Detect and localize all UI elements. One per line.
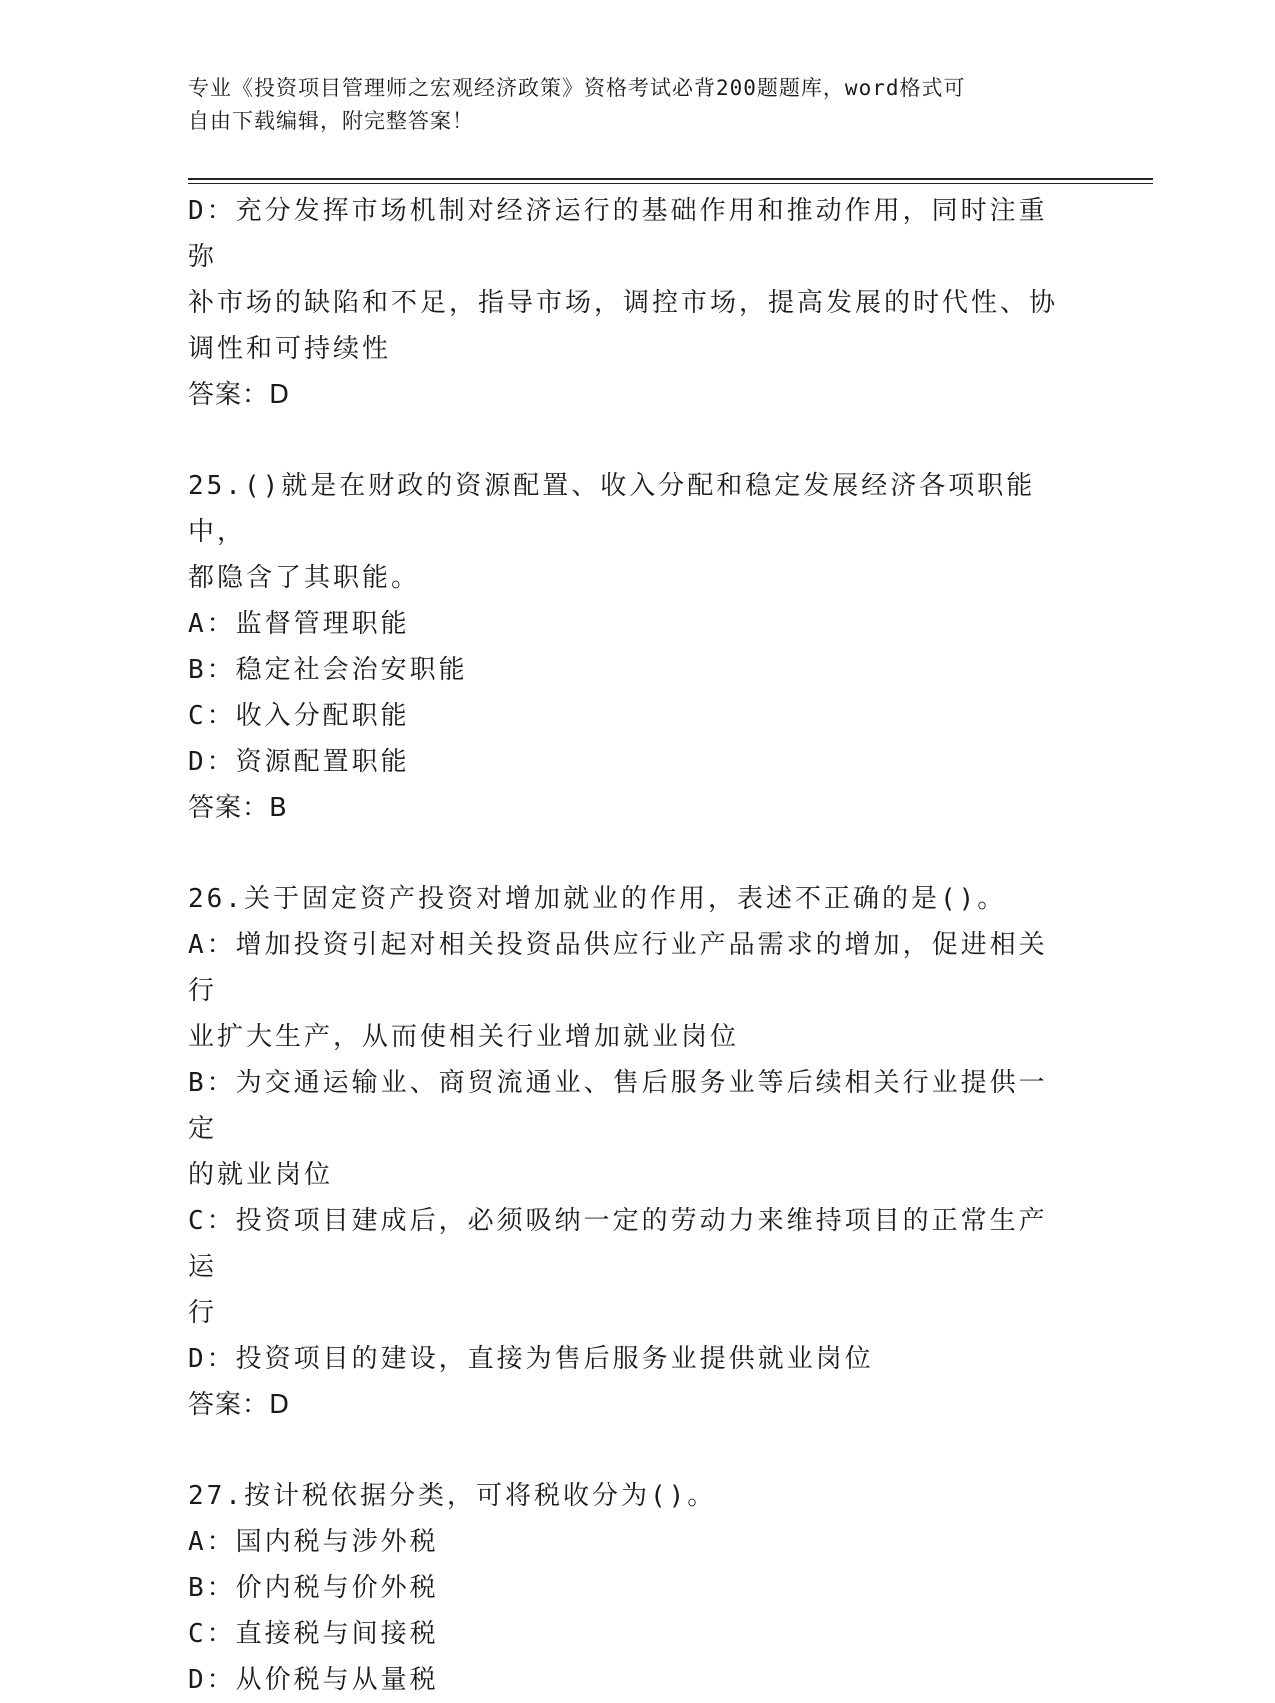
answer-label: 答案：D xyxy=(188,1390,291,1420)
option-b-line: B：为交通运输业、商贸流通业、售后服务业等后续相关行业提供一定 xyxy=(188,1068,1048,1144)
option-d: D：从价税与从量税 xyxy=(188,1665,439,1695)
question-content xyxy=(188,188,1068,1703)
header-line-1: 专业《投资项目管理师之宏观经济政策》资格考试必背200题题库，word格式可 xyxy=(188,76,966,100)
option-d: D：资源配置职能 xyxy=(188,747,410,777)
option-a: A：国内税与涉外税 xyxy=(188,1527,439,1557)
question-stem: 25.()就是在财政的资源配置、收入分配和稳定发展经济各项职能中， xyxy=(188,471,1036,547)
question-stem: 都隐含了其职能。 xyxy=(188,563,421,593)
answer-label: 答案：B xyxy=(188,793,288,823)
question-27 xyxy=(188,1473,1068,1703)
option-d-line: D：充分发挥市场机制对经济运行的基础作用和推动作用，同时注重弥 xyxy=(188,196,1048,272)
header-divider xyxy=(188,178,1153,180)
question-24-tail xyxy=(188,188,1068,418)
answer-label: 答案：D xyxy=(188,380,291,410)
header-line-2: 自由下载编辑，附完整答案！ xyxy=(188,109,474,133)
option-c-line: 行 xyxy=(188,1298,218,1328)
option-b: B：价内税与价外税 xyxy=(188,1573,439,1603)
spacer xyxy=(188,831,1068,876)
spacer xyxy=(188,1428,1068,1473)
option-a-line: A：增加投资引起对相关投资品供应行业产品需求的增加，促进相关行 xyxy=(188,930,1048,1006)
spacer xyxy=(188,418,1068,463)
option-d: D：投资项目的建设，直接为售后服务业提供就业岗位 xyxy=(188,1344,874,1374)
option-a: A：监督管理职能 xyxy=(188,609,410,639)
question-26 xyxy=(188,876,1068,1428)
option-c: C：直接税与间接税 xyxy=(188,1619,439,1649)
option-d-line: 调性和可持续性 xyxy=(188,334,392,364)
question-stem: 27.按计税依据分类，可将税收分为()。 xyxy=(188,1481,717,1511)
option-a-line: 业扩大生产，从而使相关行业增加就业岗位 xyxy=(188,1022,740,1052)
question-25 xyxy=(188,463,1068,831)
option-b: B：稳定社会治安职能 xyxy=(188,655,468,685)
header-divider-thin xyxy=(188,183,1153,184)
option-c: C：收入分配职能 xyxy=(188,701,410,731)
option-c-line: C：投资项目建成后，必须吸纳一定的劳动力来维持项目的正常生产运 xyxy=(188,1206,1048,1282)
option-b-line: 的就业岗位 xyxy=(188,1160,334,1190)
page-header xyxy=(188,72,1068,138)
question-stem: 26.关于固定资产投资对增加就业的作用，表述不正确的是()。 xyxy=(188,884,1007,914)
option-d-line: 补市场的缺陷和不足，指导市场，调控市场，提高发展的时代性、协 xyxy=(188,288,1059,318)
